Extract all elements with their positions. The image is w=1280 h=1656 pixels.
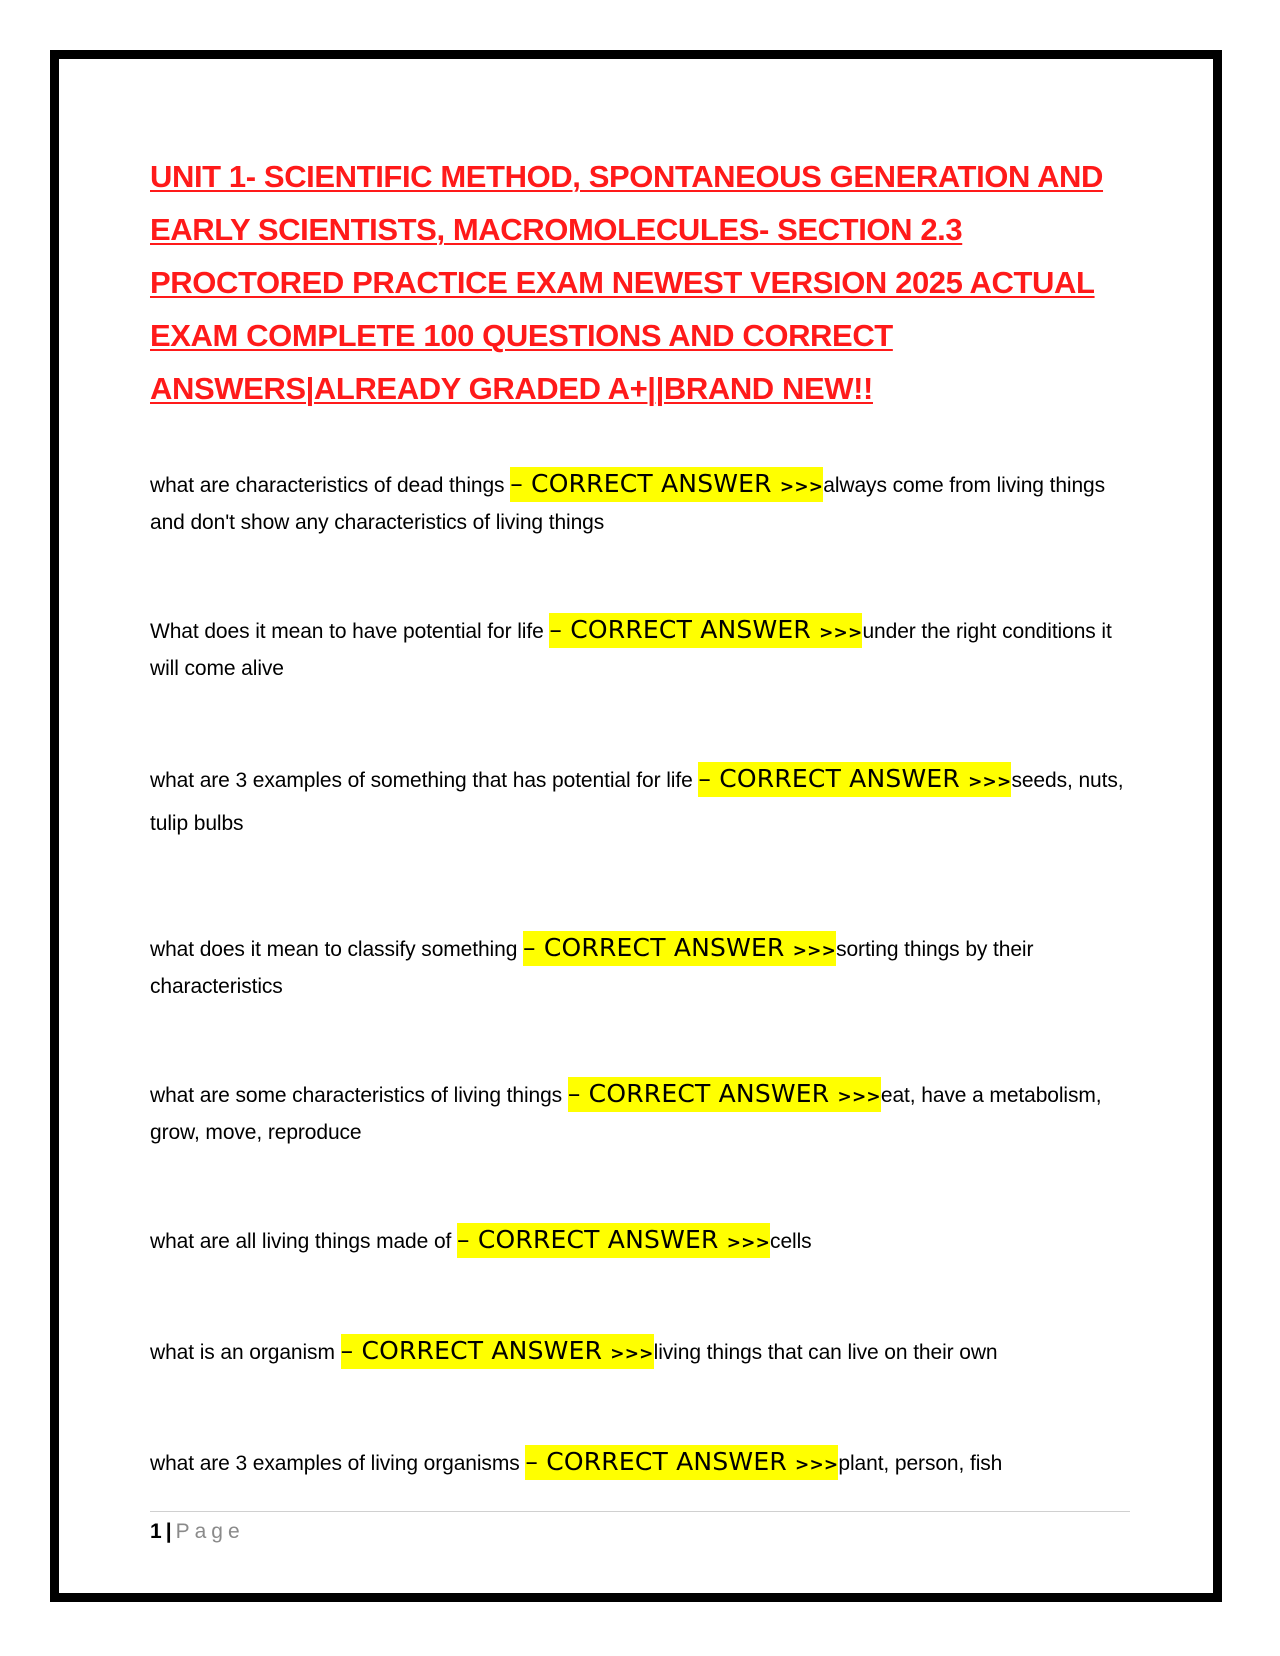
question-text: what is an organism [150,1341,341,1364]
correct-answer-label: – CORRECT ANSWER >>> [549,613,862,648]
answer-text: under the right conditions it will come alive [150,620,1112,680]
qa-item [150,1444,1130,1483]
answer-text: cells [770,1230,812,1253]
answer-text: plant, person, fish [838,1452,1003,1475]
answer-text: seeds, nuts, tulip bulbs [150,769,1124,835]
correct-answer-label: – CORRECT ANSWER >>> [341,1334,654,1369]
qa-item [150,612,1130,687]
footer-divider [150,1511,1130,1512]
qa-item [150,1222,1130,1261]
arrows-icon: >>> [968,772,1012,792]
correct-answer-label: – CORRECT ANSWER >>> [698,762,1011,797]
arrows-icon: >>> [779,477,824,497]
qa-item [150,466,1130,541]
answer-text: eat, have a metabolism, grow, move, reproduce [150,1084,1102,1144]
arrows-icon: >>> [819,623,863,643]
arrows-icon: >>> [795,1455,839,1475]
qa-item [150,758,1130,845]
qa-item [150,1076,1130,1151]
answer-text: always come from living things and don't show any characteristics of living things [150,474,1106,534]
qa-item [150,1333,1130,1372]
answer-text: living things that can live on their own [653,1341,998,1364]
footer-separator: | [165,1520,172,1543]
arrows-icon: >>> [792,941,837,961]
document-title: UNIT 1- SCIENTIFIC METHOD, SPONTANEOUS GENERATION AND EARLY SCIENTISTS, MACROMOLECULES- SECTION 2.3 PROCTORED PRACTICE EXAM NEWEST VERSION 2025 ACTUAL EXAM COMPLETE 100 QUESTIONS AND CORRECT ANSWERS|ALREADY GRADED A+||BRAND NEW!! [150,159,1104,406]
question-text: what are all living things made of [150,1230,457,1253]
correct-answer-label: – CORRECT ANSWER >>> [568,1077,881,1112]
question-text: what are 3 examples of living organisms [150,1452,526,1475]
correct-answer-label: – CORRECT ANSWER >>> [525,1445,838,1480]
document-header [150,150,1130,415]
page-footer [150,1517,245,1547]
question-text: What does it mean to have potential for life [150,620,550,643]
page-number: 1 [150,1520,162,1543]
question-text: what does it mean to classify something [150,938,524,961]
answer-text: sorting things by their characteristics [150,938,1034,998]
arrows-icon: >>> [610,1344,654,1364]
correct-answer-label: – CORRECT ANSWER >>> [510,467,823,502]
correct-answer-label: – CORRECT ANSWER >>> [523,931,836,966]
arrows-icon: >>> [837,1087,881,1107]
question-text: what are some characteristics of living things [150,1084,568,1107]
correct-answer-label: – CORRECT ANSWER >>> [457,1223,770,1258]
question-text: what are 3 examples of something that has potential for life [150,769,699,792]
question-text: what are characteristics of dead things [150,474,511,497]
arrows-icon: >>> [726,1233,771,1253]
page-label: Page [175,1520,245,1543]
qa-item [150,930,1130,1005]
